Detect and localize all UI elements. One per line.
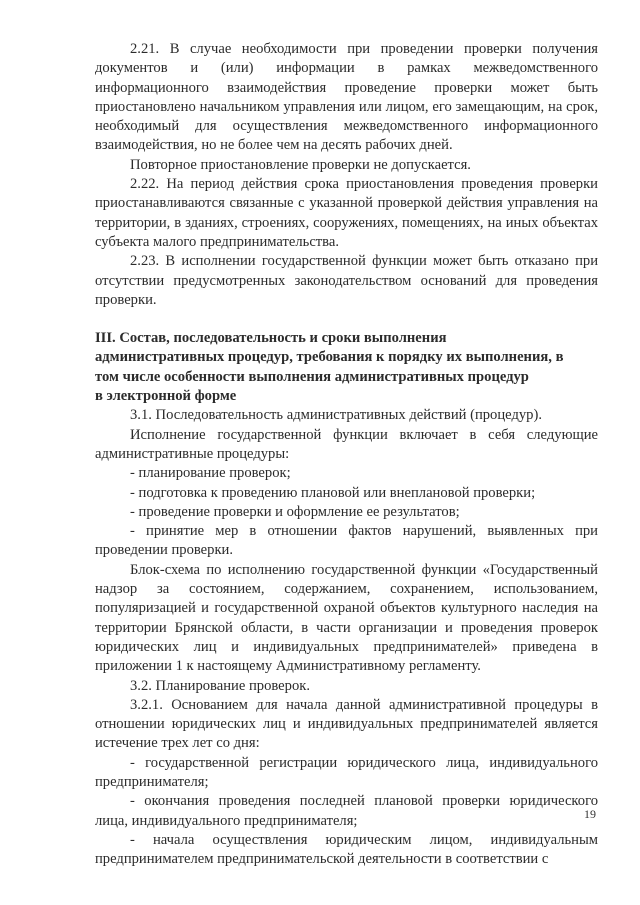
paragraph-flowchart: Блок-схема по исполнению государственной функции «Государственный надзор за состоянием, содержанием, сохранением, использованием, популяризацией и государственной охраной объектов культурного наследия на территории Брянской области, в части организации и проведения проверок юридических лиц и индивидуальных предпринимателей» приведена в приложении 1 к настоящему Административному регламенту. <box>95 561 598 675</box>
paragraph-no-repeat-suspension: Повторное приостановление проверки не допускается. <box>130 156 471 173</box>
paragraph-2-21: 2.21. В случае необходимости при проведении проверки получения документов и (или) информации в рамках межведомственного информационного взаимодействия проведение проверки может быть приостановлено начальником управления или лицом, его замещающим, на срок, необходимый для осуществления межведомственного информационного взаимодействия, но не более чем на десять рабочих дней. <box>95 41 598 154</box>
section-heading <box>95 329 598 406</box>
section-heading-line-2: административных процедур, требования к порядку их выполнения, в <box>95 349 564 366</box>
list-item-planning: - планирование проверок; <box>130 465 291 482</box>
section-heading-line-1: III. Состав, последовательность и сроки выполнения <box>95 330 447 347</box>
paragraph-2-23: 2.23. В исполнении государственной функции может быть отказано при отсутствии предусмотренных законодательством оснований для проведения проверки. <box>95 253 598 308</box>
paragraph-procedures-intro: Исполнение государственной функции включает в себя следующие административные процедуры: <box>95 426 598 462</box>
list-item-conducting: - проведение проверки и оформление ее результатов; <box>130 503 460 520</box>
paragraph-3-1: 3.1. Последовательность административных действий (процедур). <box>130 407 542 424</box>
list-item-business-start: - начала осуществления юридическим лицом, индивидуальным предпринимателем предпринимательской деятельности в соответствии с <box>95 831 598 868</box>
paragraph-2-22: 2.22. На период действия срока приостановления проведения проверки приостанавливаются связанные с указанной проверкой действия управления на территории, в зданиях, строениях, сооружениях, помещениях, на иных объектах субъекта малого предпринимательства. <box>95 176 598 250</box>
list-item-last-inspection: - окончания проведения последней плановой проверки юридического лица, индивидуального предпринимателя; <box>95 793 598 829</box>
page-number: 19 <box>584 807 596 821</box>
section-spacer <box>95 310 598 329</box>
paragraph-3-2: 3.2. Планирование проверок. <box>130 677 310 694</box>
list-item-registration: - государственной регистрации юридического лица, индивидуального предпринимателя; <box>95 754 598 790</box>
list-item-measures: - принятие мер в отношении фактов нарушений, выявленных при проведении проверки. <box>95 523 598 559</box>
document-body <box>95 40 598 869</box>
list-item-preparation: - подготовка к проведению плановой или внеплановой проверки; <box>130 484 536 501</box>
paragraph-3-2-1: 3.2.1. Основанием для начала данной административной процедуры в отношении юридических лиц и индивидуальных предпринимателей является истечение трех лет со дня: <box>95 696 598 752</box>
section-heading-line-4: в электронной форме <box>95 388 237 405</box>
section-heading-line-3: том числе особенности выполнения административных процедур <box>95 368 529 385</box>
